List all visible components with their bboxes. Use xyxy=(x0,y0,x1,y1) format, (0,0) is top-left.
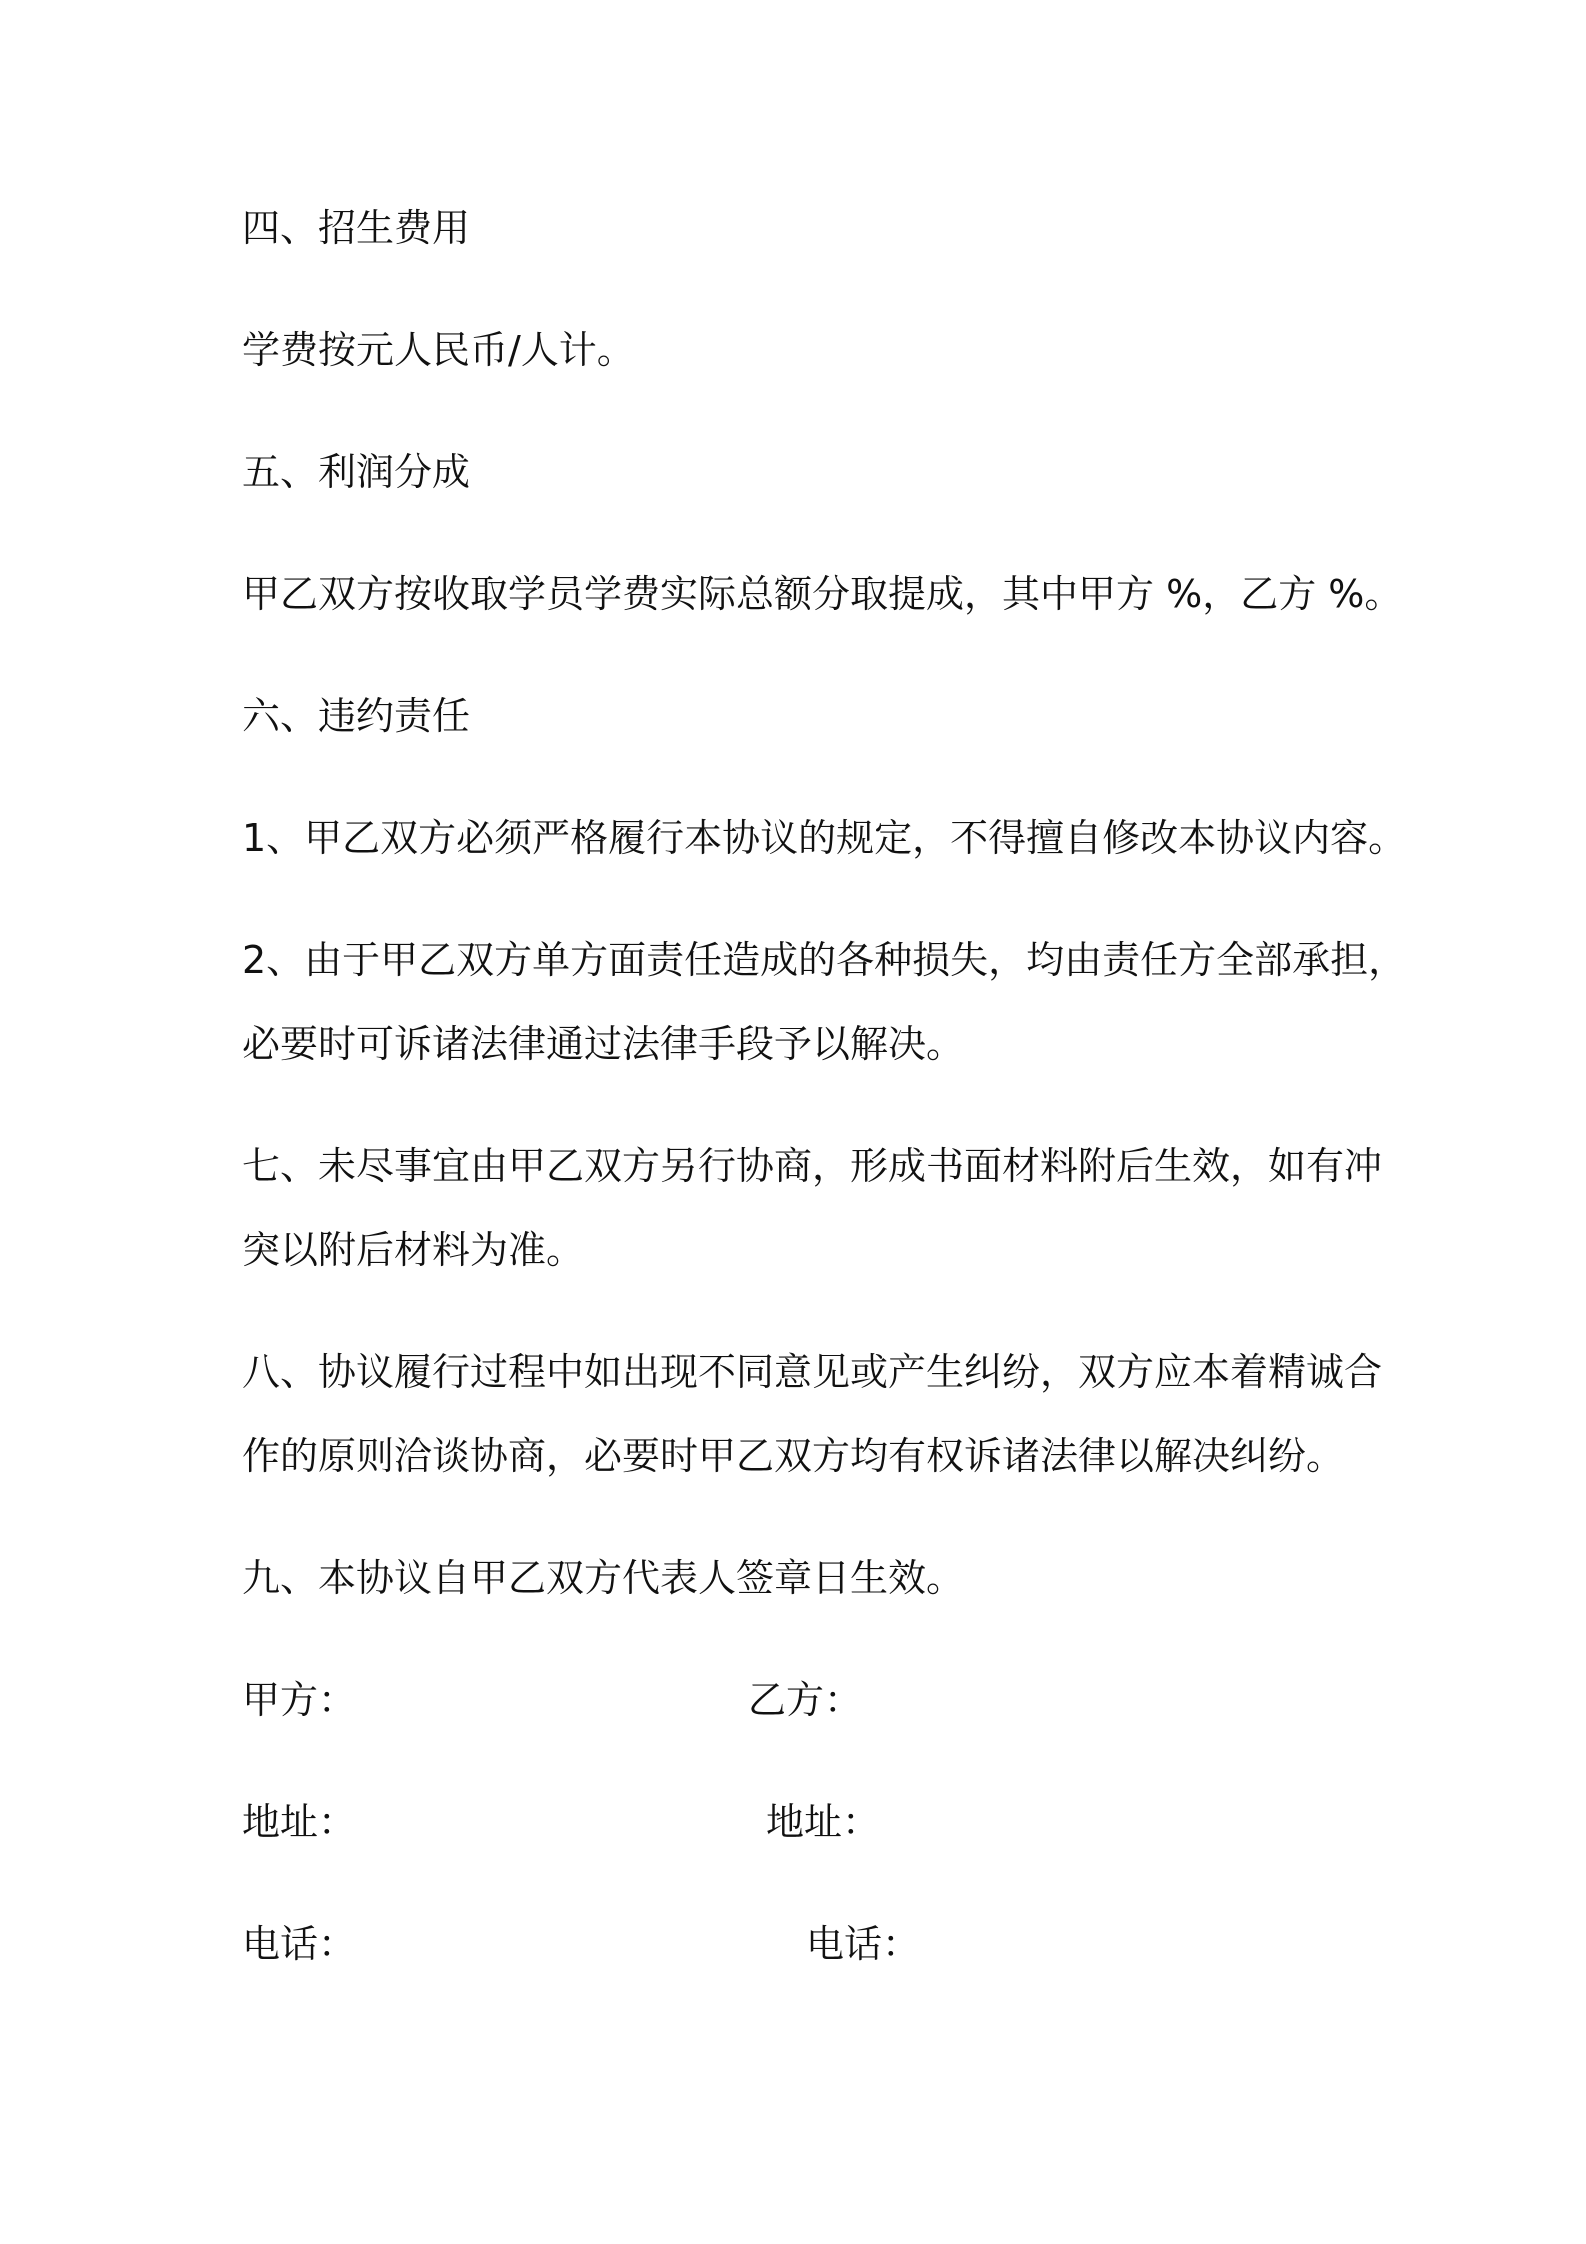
paragraph-tuition: 学费按元人民币/人计。 xyxy=(242,328,635,372)
address-b-label: 地址： xyxy=(766,1800,881,1844)
section-heading-fees: 四、招生费用 xyxy=(242,206,471,250)
party-b-label: 乙方： xyxy=(748,1678,863,1722)
paragraph-section-7-line-1: 七、未尽事宜由甲乙双方另行协商，形成书面材料附后生效，如有冲 xyxy=(242,1144,1383,1188)
party-a-label: 甲方： xyxy=(242,1678,357,1722)
phone-b-label: 电话： xyxy=(806,1922,921,1966)
phone-a-label: 电话： xyxy=(242,1922,357,1966)
address-a-label: 地址： xyxy=(242,1800,357,1844)
paragraph-liability-2-line-2: 必要时可诉诸法律通过法律手段予以解决。 xyxy=(242,1022,965,1066)
paragraph-liability-2-line-1: 2、由于甲乙双方单方面责任造成的各种损失，均由责任方全部承担， xyxy=(242,938,1407,982)
paragraph-profit-share: 甲乙双方按收取学员学费实际总额分取提成，其中甲方 %，乙方 %。 xyxy=(242,572,1403,616)
paragraph-liability-1: 1、甲乙双方必须严格履行本协议的规定，不得擅自修改本协议内容。 xyxy=(242,816,1407,860)
paragraph-section-8-line-1: 八、协议履行过程中如出现不同意见或产生纠纷，双方应本着精诚合 xyxy=(242,1350,1383,1394)
section-heading-profit-share: 五、利润分成 xyxy=(242,450,471,494)
paragraph-section-7-line-2: 突以附后材料为准。 xyxy=(242,1228,585,1272)
paragraph-section-9: 九、本协议自甲乙双方代表人签章日生效。 xyxy=(242,1556,965,1600)
section-heading-liability: 六、违约责任 xyxy=(242,694,471,738)
paragraph-section-8-line-2: 作的原则洽谈协商，必要时甲乙双方均有权诉诸法律以解决纠纷。 xyxy=(242,1434,1345,1478)
